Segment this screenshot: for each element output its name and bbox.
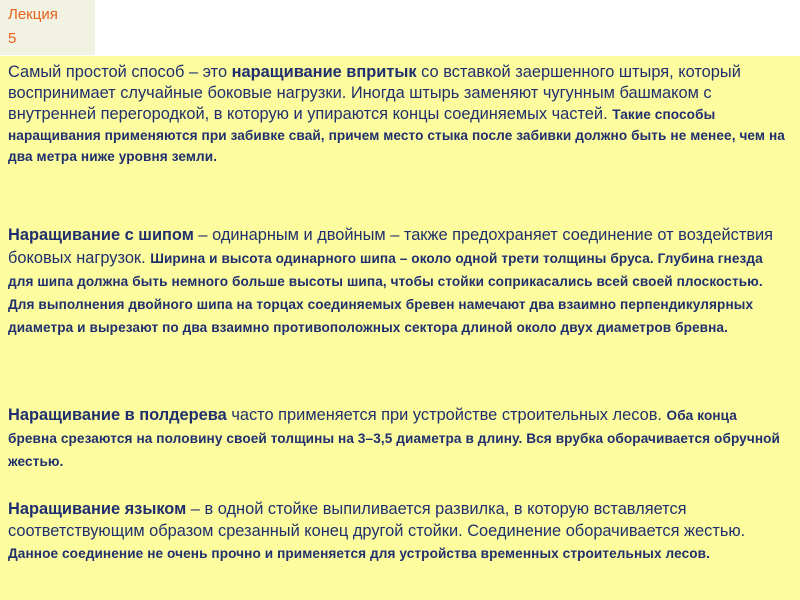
paragraph-bold-note: Такие способы наращивания применяются при забивке свай, причем место стыка после забивки должно быть не менее, чем на два метра ниже уровня земли. <box>8 107 785 164</box>
lecture-number: 5 <box>8 30 17 47</box>
paragraph-text: часто применяется при устройстве строительных лесов. <box>226 406 667 424</box>
lecture-badge <box>0 0 95 55</box>
term-tongue-joint: Наращивание языком <box>8 500 187 518</box>
paragraph-text: со вставкой заершенного штыря, который воспринимает случайные боковые нагрузки. Иногда штырь заменяют чугунным башмаком с внутренней перегородкой, в которую и упираются концы соединяемых частей. <box>8 63 741 123</box>
paragraph-bold-note: Ширина и высота одинарного шипа – около одной трети толщины бруса. Глубина гнезда для шипа должна быть немного больше высоты шипа, чтобы стойки соприкасались всей своей плоскостью. Для выполнения двойного шипа на торцах соединяемых бревен намечают два взаимно перпендикулярных диаметра и вырезают по два взаимно противоположных сектора длиной около двух диаметров бревна. <box>8 251 763 335</box>
term-half-lap-joint: Наращивание в полдерева <box>8 406 227 424</box>
paragraph-text: – одинарным и двойным – также предохраняет соединение от воздействия боковых нагрузок. <box>8 226 774 267</box>
paragraph-butt-joint <box>8 62 786 167</box>
paragraph-text: – в одной стойке выпиливается развилка, в которую вставляется соответствующим образом срезанный конец другой стойки. Соединение оборачивается жестью. <box>8 500 746 540</box>
term-butt-joint: наращивание впритык <box>231 63 417 81</box>
lecture-label: Лекция <box>8 6 58 23</box>
term-tenon-joint: Наращивание с шипом <box>8 226 194 244</box>
paragraph-tenon-joint <box>8 224 786 339</box>
paragraph-lead: Самый простой способ – это <box>8 63 232 81</box>
paragraph-bold-note: Оба конца бревна срезаются на половину своей толщины на 3–3,5 диаметра в длину. Вся врубка оборачивается обручной жестью. <box>8 408 780 469</box>
paragraph-tongue-joint <box>8 498 786 565</box>
paragraph-half-lap-joint <box>8 404 786 473</box>
paragraph-bold-note: Данное соединение не очень прочно и применяется для устройства временных строительных лесов. <box>8 546 710 561</box>
